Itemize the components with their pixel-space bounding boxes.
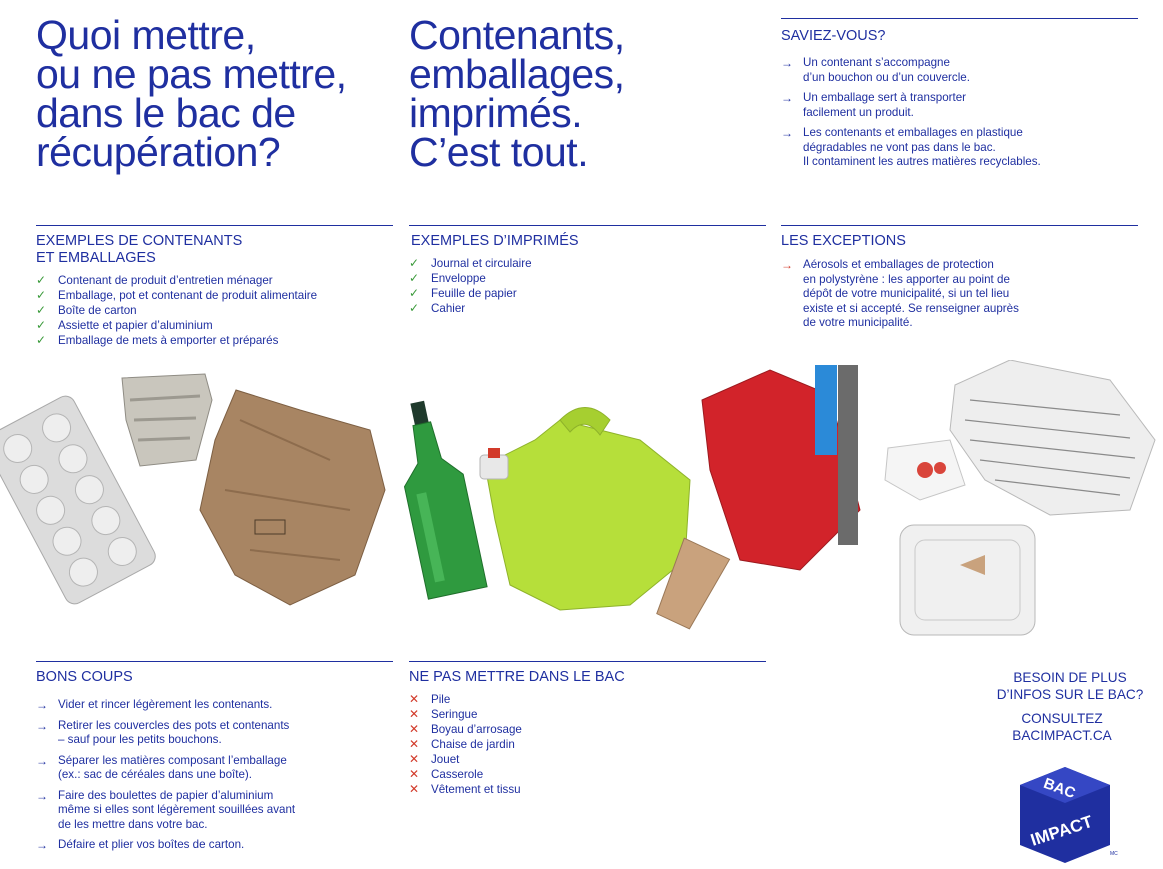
dont-title: NE PAS METTRE DANS LE BAC [409,669,625,685]
cross-icon: ✕ [409,692,420,706]
foam-tray-image [885,440,965,500]
arrow-right-icon: → [781,56,793,70]
cross-icon: ✕ [409,752,420,766]
divider [36,225,393,226]
sheet-music-image [950,360,1155,515]
list-item: ✓ Feuille de papier [409,286,517,300]
headline-right [409,12,625,175]
list-item: ✓ Cahier [409,301,466,315]
arrow-right-icon: → [781,126,793,140]
cross-icon: ✕ [409,782,420,796]
arrow-right-icon: → [781,91,793,105]
list-item: ✓ Emballage de mets à emporter et préparés [36,333,279,347]
headline-left-line: Quoi mettre, [36,12,256,58]
headline-right-line: C’est tout. [409,129,589,175]
headline-left-line: dans le bac de [36,90,296,136]
list-item: ✓ Journal et circulaire [409,256,532,270]
list-item: ✕ Seringue [409,707,478,721]
recyclables-illustration [0,360,1163,645]
check-icon: ✓ [36,333,47,347]
list-item: → Faire des boulettes de papier d’aluminium même si elles sont légèrement souillées avant de les mettre dans votre bac. [36,788,296,831]
check-icon: ✓ [409,301,420,315]
containers-list [36,273,317,348]
cross-icon: ✕ [409,737,420,751]
list-item: ✕ Boyau d’arrosage [409,722,522,736]
arrow-right-icon: → [36,698,48,712]
list-item: → Vider et rincer légèrement les contenants. [36,698,273,712]
divider [409,225,766,226]
list-item: → Les contenants et emballages en plastique dégradables ne vont pas dans le bac. Il contaminent les autres matières recyclables. [781,126,1041,168]
list-item: ✕ Vêtement et tissu [409,782,521,796]
info-callout-line: BESOIN DE PLUS [1013,670,1127,685]
headline-right-line: imprimés. [409,90,583,136]
tips-title: BONS COUPS [36,669,133,685]
did-you-know-list [781,56,1041,176]
cross-icon: ✕ [409,707,420,721]
list-item: ✕ Casserole [409,767,484,781]
printed-title: EXEMPLES D’IMPRIMÉS [411,233,579,249]
list-item: ✓ Emballage, pot et contenant de produit alimentaire [36,288,318,302]
list-item: → Séparer les matières composant l’emballage (ex.: sac de céréales dans une boîte). [36,753,287,781]
glass-bottle-image [388,396,487,599]
list-item: ✕ Jouet [409,752,460,766]
exceptions-title: LES EXCEPTIONS [781,233,906,249]
website-callout [967,710,1157,744]
list-item: → Aérosols et emballages de protection en polystyrène : les apporter au point de dépôt de votre municipalité, si un tel lieu existe et si accepté. Se renseigner auprès de votre municipalité. [781,258,1019,329]
info-callout [975,669,1163,703]
list-item: ✓ Enveloppe [409,271,486,285]
exceptions-list [781,258,1019,331]
divider [409,661,766,662]
arrow-right-icon: → [36,718,48,733]
check-icon: ✓ [409,271,420,285]
logo-trademark: MC [1110,851,1118,857]
divider [36,661,393,662]
divider [781,225,1138,226]
plastic-jug-image [480,408,690,611]
headline-left-line: ou ne pas mettre, [36,51,347,97]
arrow-right-icon: → [36,838,48,852]
list-item: ✓ Assiette et papier d’aluminium [36,318,213,332]
logo-word-bac: BAC [1041,774,1078,803]
arrow-right-icon: → [781,258,793,272]
info-callout-line: D’INFOS SUR LE BAC? [996,687,1144,702]
magazine-image [702,365,860,570]
printed-list [409,256,532,316]
website-callout-line: CONSULTEZ [1021,711,1103,726]
list-item: → Retirer les couvercles des pots et contenants – sauf pour les petits bouchons. [36,718,290,746]
list-item: ✓ Boîte de carton [36,303,137,317]
cross-icon: ✕ [409,722,420,736]
list-item: → Un contenant s’accompagne d’un bouchon ou d’un couvercle. [781,56,970,84]
headline-right-line: Contenants, [409,12,625,58]
list-item: → Défaire et plier vos boîtes de carton. [36,838,245,852]
check-icon: ✓ [36,288,47,302]
check-icon: ✓ [409,286,420,300]
list-item: → Un emballage sert à transporter facilement un produit. [781,91,967,119]
arrow-right-icon: → [36,753,48,768]
containers-title: EXEMPLES DE CONTENANTS ET EMBALLAGES [36,233,243,266]
website-link[interactable]: BACIMPACT.CA [1012,728,1112,743]
check-icon: ✓ [36,273,47,287]
headline-left-line: récupération? [36,129,281,175]
crushed-can-image [122,374,212,466]
logo-word-impact: IMPACT [1028,811,1095,850]
tips-list [36,698,295,859]
bac-impact-logo [1010,765,1120,865]
headline-left [36,12,347,175]
list-item: ✕ Chaise de jardin [409,737,515,751]
paper-bag-image [200,390,385,605]
divider [781,18,1138,19]
dont-list [409,692,522,797]
headline-right-line: emballages, [409,51,625,97]
check-icon: ✓ [36,303,47,317]
list-item: ✕ Pile [409,692,451,706]
check-icon: ✓ [409,256,420,270]
list-item: ✓ Contenant de produit d’entretien ménager [36,273,273,287]
did-you-know-title: SAVIEZ-VOUS? [781,28,886,44]
cross-icon: ✕ [409,767,420,781]
arrow-right-icon: → [36,788,48,803]
check-icon: ✓ [36,318,47,332]
plastic-clamshell-image [900,525,1035,635]
